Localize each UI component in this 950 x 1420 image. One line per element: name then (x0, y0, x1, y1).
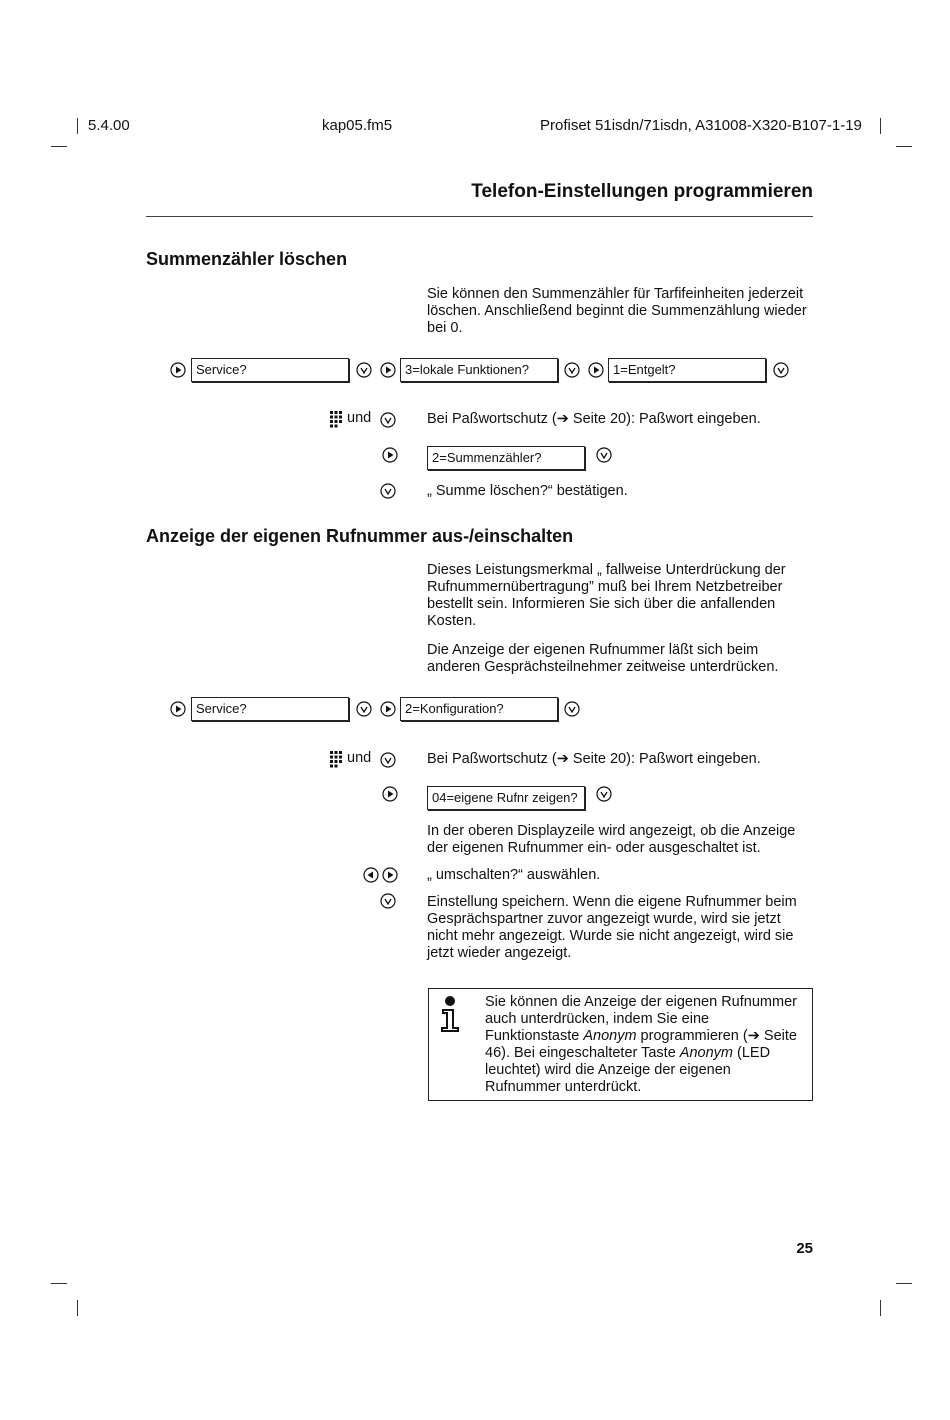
confirm-text: „ Summe löschen?“ bestätigen. (427, 483, 628, 499)
forward-key-icon (170, 701, 186, 717)
info-box (428, 988, 813, 1101)
crop-mark (896, 1283, 912, 1284)
password-text: Bei Paßwortschutz (➔ Seite 20): Paßwort eingeben. (427, 751, 761, 767)
back-key-icon (363, 867, 379, 883)
header-file: kap05.fm5 (322, 117, 393, 134)
display-service: Service? (191, 358, 349, 382)
header-doc-id: Profiset 51isdn/71isdn, A31008-X320-B107-1-19 (540, 117, 862, 134)
crop-mark (77, 118, 78, 134)
forward-key-icon (380, 362, 396, 378)
ok-key-icon (596, 786, 612, 802)
ok-key-icon (356, 701, 372, 717)
und-label: und (347, 410, 372, 426)
forward-key-icon (588, 362, 604, 378)
ok-key-icon (380, 893, 396, 909)
display-lokale-funktionen: 3=lokale Funktionen? (400, 358, 558, 382)
header-date: 5.4.00 (88, 117, 130, 134)
forward-key-icon (382, 786, 398, 802)
ok-key-icon (380, 412, 396, 428)
info-icon (439, 995, 461, 1033)
display-entgelt: 1=Entgelt? (608, 358, 766, 382)
keypad-icon (329, 410, 343, 428)
page-number: 25 (796, 1240, 813, 1257)
crop-mark (51, 1283, 67, 1284)
crop-mark (77, 1300, 78, 1316)
paragraph-leistungsmerkmal: Dieses Leistungsmerkmal „ fallweise Unterdrückung der Rufnummernübertragung” muß bei Ihrem Netzbetreiber bestellt sein. Informieren Sie sich über die anfallenden Kosten. (427, 562, 786, 629)
page-title: Telefon-Einstellungen programmieren (471, 181, 813, 202)
display-summenzaehler: 2=Summenzähler? (427, 446, 585, 470)
info-text: Sie können die Anzeige der eigenen Rufnummer auch unterdrücken, indem Sie eine Funktionstaste Anonym programmieren (➔ Seite 46). Bei eingeschalteter Taste Anonym (LED leuchtet) wird die Anzeige der eigenen Rufnummer unterdrückt. (485, 994, 797, 1095)
ok-key-icon (380, 483, 396, 499)
ok-key-icon (356, 362, 372, 378)
section-heading-summenzaehler: Summenzähler löschen (146, 249, 348, 269)
save-text: Einstellung speichern. Wenn die eigene Rufnummer beim Gesprächspartner zuvor angezeigt wurde, wird sie jetzt nicht mehr angezeigt. Wurde sie nicht angezeigt, wird sie jetzt wieder angezeigt. (427, 894, 797, 961)
title-rule (146, 216, 813, 217)
ok-key-icon (564, 362, 580, 378)
paragraph-anzeige: Die Anzeige der eigenen Rufnummer läßt sich beim anderen Gesprächsteilnehmer zeitweise unterdrücken. (427, 642, 779, 675)
display-konfiguration: 2=Konfiguration? (400, 697, 558, 721)
display-service: Service? (191, 697, 349, 721)
keypad-icon (329, 750, 343, 768)
crop-mark (880, 1300, 881, 1316)
ok-key-icon (380, 752, 396, 768)
toggle-text: „ umschalten?“ auswählen. (427, 867, 601, 883)
forward-key-icon (382, 447, 398, 463)
crop-mark (896, 146, 912, 147)
ok-key-icon (564, 701, 580, 717)
intro-text: Sie können den Summenzähler für Tarfifeinheiten jederzeit löschen. Anschließend beginnt die Summenzählung wieder bei 0. (427, 286, 807, 336)
password-text: Bei Paßwortschutz (➔ Seite 20): Paßwort eingeben. (427, 411, 761, 427)
forward-key-icon (382, 867, 398, 883)
section-heading-rufnummer: Anzeige der eigenen Rufnummer aus-/einschalten (146, 526, 574, 546)
und-label: und (347, 750, 372, 766)
crop-mark (51, 146, 67, 147)
crop-mark (880, 118, 881, 134)
display-eigene-rufnr: 04=eigene Rufnr zeigen? (427, 786, 585, 810)
ok-key-icon (773, 362, 789, 378)
forward-key-icon (380, 701, 396, 717)
forward-key-icon (170, 362, 186, 378)
display-explanation: In der oberen Displayzeile wird angezeigt, ob die Anzeige der eigenen Rufnummer ein- oder ausgeschaltet ist. (427, 823, 796, 856)
ok-key-icon (596, 447, 612, 463)
